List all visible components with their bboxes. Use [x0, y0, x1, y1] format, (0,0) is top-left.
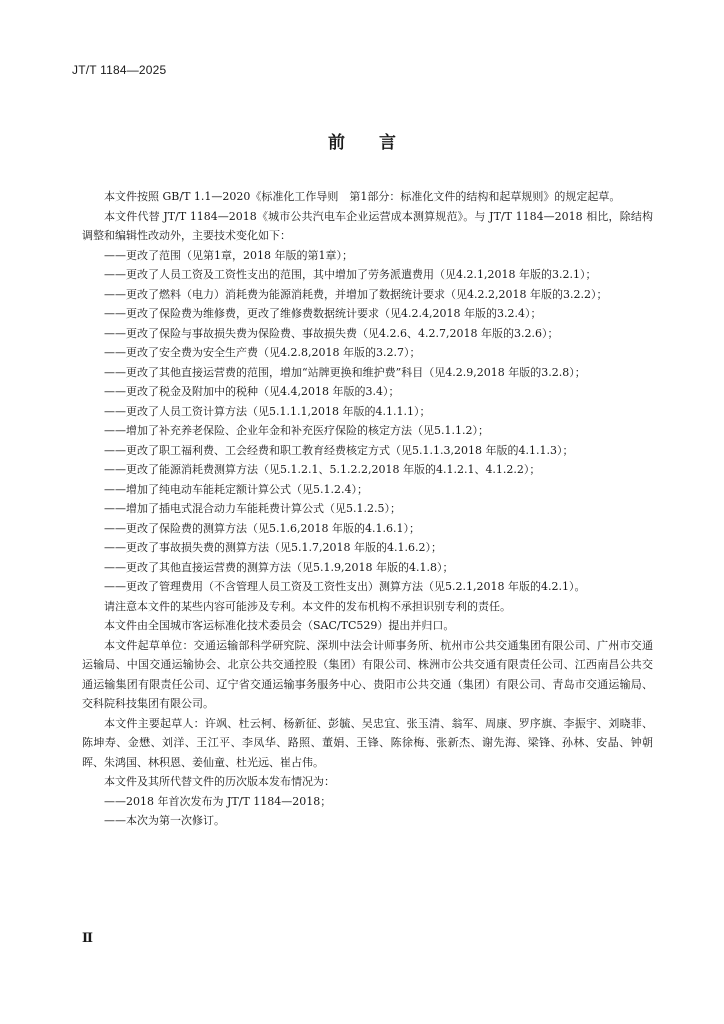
version-history-list — [82, 792, 653, 831]
list-item: ——本次为第一次修订。 — [104, 814, 225, 827]
list-item: ——2018 年首次发布为 JT/T 1184—2018； — [104, 794, 332, 808]
list-item: ——增加了补充养老保险、企业年金和补充医疗保险的核定方法（见5.1.1.2）； — [104, 424, 489, 437]
foreword-paragraph: 本文件按照 GB/T 1.1—2020《标准化工作导则 第1部分：标准化文件的结构和起草规则》的规定起草。 — [104, 190, 621, 203]
list-item: ——更改了事故损失费的测算方法（见5.1.7,2018 年版的4.1.6.2）； — [104, 541, 442, 554]
list-item: ——更改了范围（见第1章，2018 年版的第1章）； — [104, 248, 353, 262]
list-item: ——更改了能源消耗费测算方法（见5.1.2.1、5.1.2.2,2018 年版的4.1.2.1、4.1.2.2）； — [104, 463, 541, 476]
page-number: Ⅱ — [82, 931, 93, 946]
list-item: ——更改了人员工资计算方法（见5.1.1.1,2018 年版的4.1.1.1）； — [104, 404, 431, 418]
list-item: ——更改了燃料（电力）消耗费为能源消耗费，并增加了数据统计要求（见4.2.2,2018 年版的3.2.2）； — [104, 287, 608, 301]
list-item: ——更改了保险与事故损失费为保险费、事故损失费（见4.2.6、4.2.7,2018 年版的3.2.6）； — [104, 326, 559, 340]
foreword-paragraph: 本文件代替 JT/T 1184—2018《城市公共汽电车企业运营成本测算规范》。与 JT/T 1184—2018 相比，除结构调整和编辑性改动外，主要技术变化如下： — [82, 209, 653, 242]
standard-code: JT/T 1184—2025 — [72, 63, 167, 77]
list-item: ——更改了保险费为维修费，更改了维修费数据统计要求（见4.2.4,2018 年版的3.2.4）； — [104, 307, 542, 320]
list-item: ——更改了保险费的测算方法（见5.1.6,2018 年版的4.1.6.1）； — [104, 521, 420, 535]
drafters: 本文件主要起草人：许飒、杜云柯、杨新征、彭毓、吴忠宜、张玉清、翁军、周康、罗序旗、李振宇、刘晓菲、陈坤寿、金懋、刘洋、王江平、李凤华、路照、董娟、王锋、陈徐梅、张新杰、谢先海、梁锋、孙林、安晶、钟朝晖、朱鸿国、林积恩、姜仙童、杜光远、崔占伟。 — [82, 716, 653, 769]
list-item: ——增加了纯电动车能耗定额计算公式（见5.1.2.4）； — [104, 482, 368, 496]
foreword-body — [82, 187, 653, 831]
technical-changes-list — [82, 246, 653, 597]
list-item: ——更改了税金及附加中的税种（见4.4,2018 年版的3.4）； — [104, 385, 400, 398]
proposer-statement: 本文件由全国城市客运标准化技术委员会（SAC/TC529）提出并归口。 — [104, 619, 455, 632]
list-item: ——更改了人员工资及工资性支出的范围，其中增加了劳务派遣费用（见4.2.1,2018 年版的3.2.1）； — [104, 268, 597, 281]
version-history-intro: 本文件及其所代替文件的历次版本发布情况为： — [104, 775, 335, 788]
list-item: ——更改了职工福利费、工会经费和职工教育经费核定方式（见5.1.1.3,2018 年版的4.1.1.3）； — [104, 443, 574, 457]
patent-notice: 请注意本文件的某些内容可能涉及专利。本文件的发布机构不承担识别专利的责任。 — [104, 599, 511, 613]
drafting-organizations: 本文件起草单位：交通运输部科学研究院、深圳中法会计师事务所、杭州市公共交通集团有限公司、广州市交通运输局、中国交通运输协会、北京公共交通控股（集团）有限公司、株洲市公共交通有限责任公司、江西南昌公共交通运输集团有限责任公司、辽宁省交通运输事务服务中心、贵阳市公共交通（集团）有限公司、青岛市交通运输局、交科院科技集团有限公司。 — [82, 638, 653, 710]
list-item: ——更改了管理费用（不含管理人员工资及工资性支出）测算方法（见5.2.1,2018 年版的4.2.1）。 — [104, 580, 586, 593]
list-item: ——更改了其他直接运营费的范围，增加“站牌更换和维护费”科目（见4.2.9,2018 年版的3.2.8）； — [104, 365, 586, 379]
page-title: 前言 — [328, 133, 430, 153]
list-item: ——更改了安全费为安全生产费（见4.2.8,2018 年版的3.2.7）； — [104, 346, 421, 359]
list-item: ——增加了插电式混合动力车能耗费计算公式（见5.1.2.5）； — [104, 502, 401, 515]
list-item: ——更改了其他直接运营费的测算方法（见5.1.9,2018 年版的4.1.8）； — [104, 560, 454, 574]
